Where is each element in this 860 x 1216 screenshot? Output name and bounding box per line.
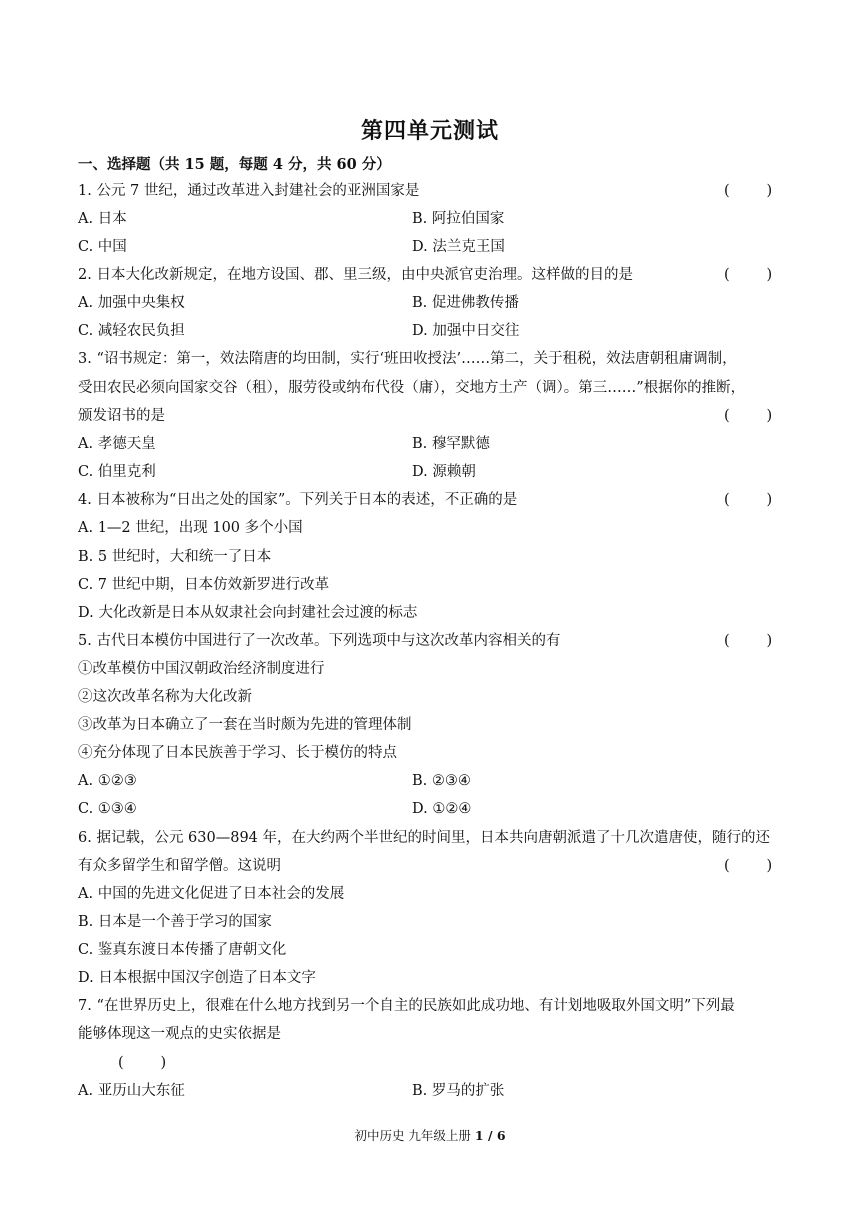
- question-2-stem: 2. 日本大化改新规定，在地方设国、郡、里三级，由中央派官吏治理。这样做的目的是: [78, 267, 633, 283]
- question-6-option-a: A. 中国的先进文化促进了日本社会的发展: [78, 886, 345, 902]
- question-2-option-c: C. 减轻农民负担: [78, 323, 185, 339]
- question-3-option-c: C. 伯里克利: [78, 464, 156, 480]
- page-number: 1 / 6: [474, 1128, 506, 1143]
- question-6-stem-line-2: 有众多留学生和留学僧。这说明: [78, 858, 281, 874]
- question-4-option-b: B. 5 世纪时，大和统一了日本: [78, 549, 272, 565]
- page-footer: [0, 1126, 860, 1144]
- question-7-stem-line-2: 能够体现这一观点的史实依据是: [78, 1026, 281, 1042]
- question-2-option-d: D. 加强中日交往: [412, 323, 520, 339]
- question-5-item-4: ④充分体现了日本民族善于学习、长于模仿的特点: [78, 745, 397, 761]
- question-4-option-d: D. 大化改新是日本从奴隶社会向封建社会过渡的标志: [78, 605, 418, 621]
- question-4-stem: 4. 日本被称为“日出之处的国家”。下列关于日本的表述，不正确的是: [78, 492, 518, 508]
- question-1-stem: 1. 公元 7 世纪，通过改革进入封建社会的亚洲国家是: [78, 183, 420, 199]
- question-3-answer-bracket: ( ): [724, 408, 773, 424]
- question-7-option-a: A. 亚历山大东征: [78, 1083, 185, 1099]
- question-1-option-a: A. 日本: [78, 211, 127, 227]
- footer-text: 初中历史 九年级上册: [354, 1128, 475, 1143]
- question-1-answer-bracket: ( ): [724, 183, 773, 199]
- question-5-option-a: A. ①②③: [78, 773, 137, 789]
- question-4-answer-bracket: ( ): [724, 492, 773, 508]
- question-5-item-1: ①改革模仿中国汉朝政治经济制度进行: [78, 661, 325, 677]
- question-2-answer-bracket: ( ): [724, 267, 773, 283]
- question-6-option-b: B. 日本是一个善于学习的国家: [78, 914, 272, 930]
- question-1-option-d: D. 法兰克王国: [412, 239, 505, 255]
- question-5-stem: 5. 古代日本模仿中国进行了一次改革。下列选项中与这次改革内容相关的有: [78, 633, 561, 649]
- question-4-option-a: A. 1—2 世纪，出现 100 多个小国: [78, 520, 303, 536]
- question-7-answer-bracket: ( ): [118, 1055, 167, 1071]
- question-6-answer-bracket: ( ): [724, 858, 773, 874]
- question-3-option-b: B. 穆罕默德: [412, 436, 490, 452]
- question-1-option-b: B. 阿拉伯国家: [412, 211, 505, 227]
- question-3-stem-line-3: 颁发诏书的是: [78, 408, 165, 424]
- question-6-stem-line-1: 6. 据记载，公元 630—894 年，在大约两个半世纪的时间里，日本共向唐朝派遣了十几次遣唐使，随行的还: [78, 830, 771, 846]
- question-6-option-d: D. 日本根据中国汉字创造了日本文字: [78, 970, 316, 986]
- question-5-item-2: ②这次改革名称为大化改新: [78, 689, 252, 705]
- question-7-option-b: B. 罗马的扩张: [412, 1083, 505, 1099]
- question-5-option-d: D. ①②④: [412, 801, 472, 817]
- question-2-option-a: A. 加强中央集权: [78, 295, 185, 311]
- question-6-option-c: C. 鉴真东渡日本传播了唐朝文化: [78, 942, 287, 958]
- question-5-item-3: ③改革为日本确立了一套在当时颇为先进的管理体制: [78, 717, 412, 733]
- question-3-stem-line-2: 受田农民必须向国家交谷（租），服劳役或纳布代役（庸），交地方土产（调）。第三……”根据你的推断，: [78, 380, 746, 396]
- question-5-option-c: C. ①③④: [78, 801, 137, 817]
- question-5-option-b: B. ②③④: [412, 773, 471, 789]
- question-2-option-b: B. 促进佛教传播: [412, 295, 519, 311]
- question-1-option-c: C. 中国: [78, 239, 127, 255]
- question-4-option-c: C. 7 世纪中期，日本仿效新罗进行改革: [78, 577, 330, 593]
- question-7-stem-line-1: 7. “在世界历史上，很难在什么地方找到另一个自主的民族如此成功地、有计划地吸取外国文明”下列最: [78, 998, 735, 1014]
- question-3-option-a: A. 孝德天皇: [78, 436, 156, 452]
- page-title: 第四单元测试: [360, 118, 499, 144]
- question-5-answer-bracket: ( ): [724, 633, 773, 649]
- section-heading: 一、选择题（共 15 题，每题 4 分，共 60 分）: [78, 156, 391, 173]
- question-3-option-d: D. 源赖朝: [412, 464, 476, 480]
- question-3-stem-line-1: 3. “诏书规定：第一，效法隋唐的均田制，实行‘班田收授法’……第二，关于租税，效法唐朝租庸调制，: [78, 351, 737, 367]
